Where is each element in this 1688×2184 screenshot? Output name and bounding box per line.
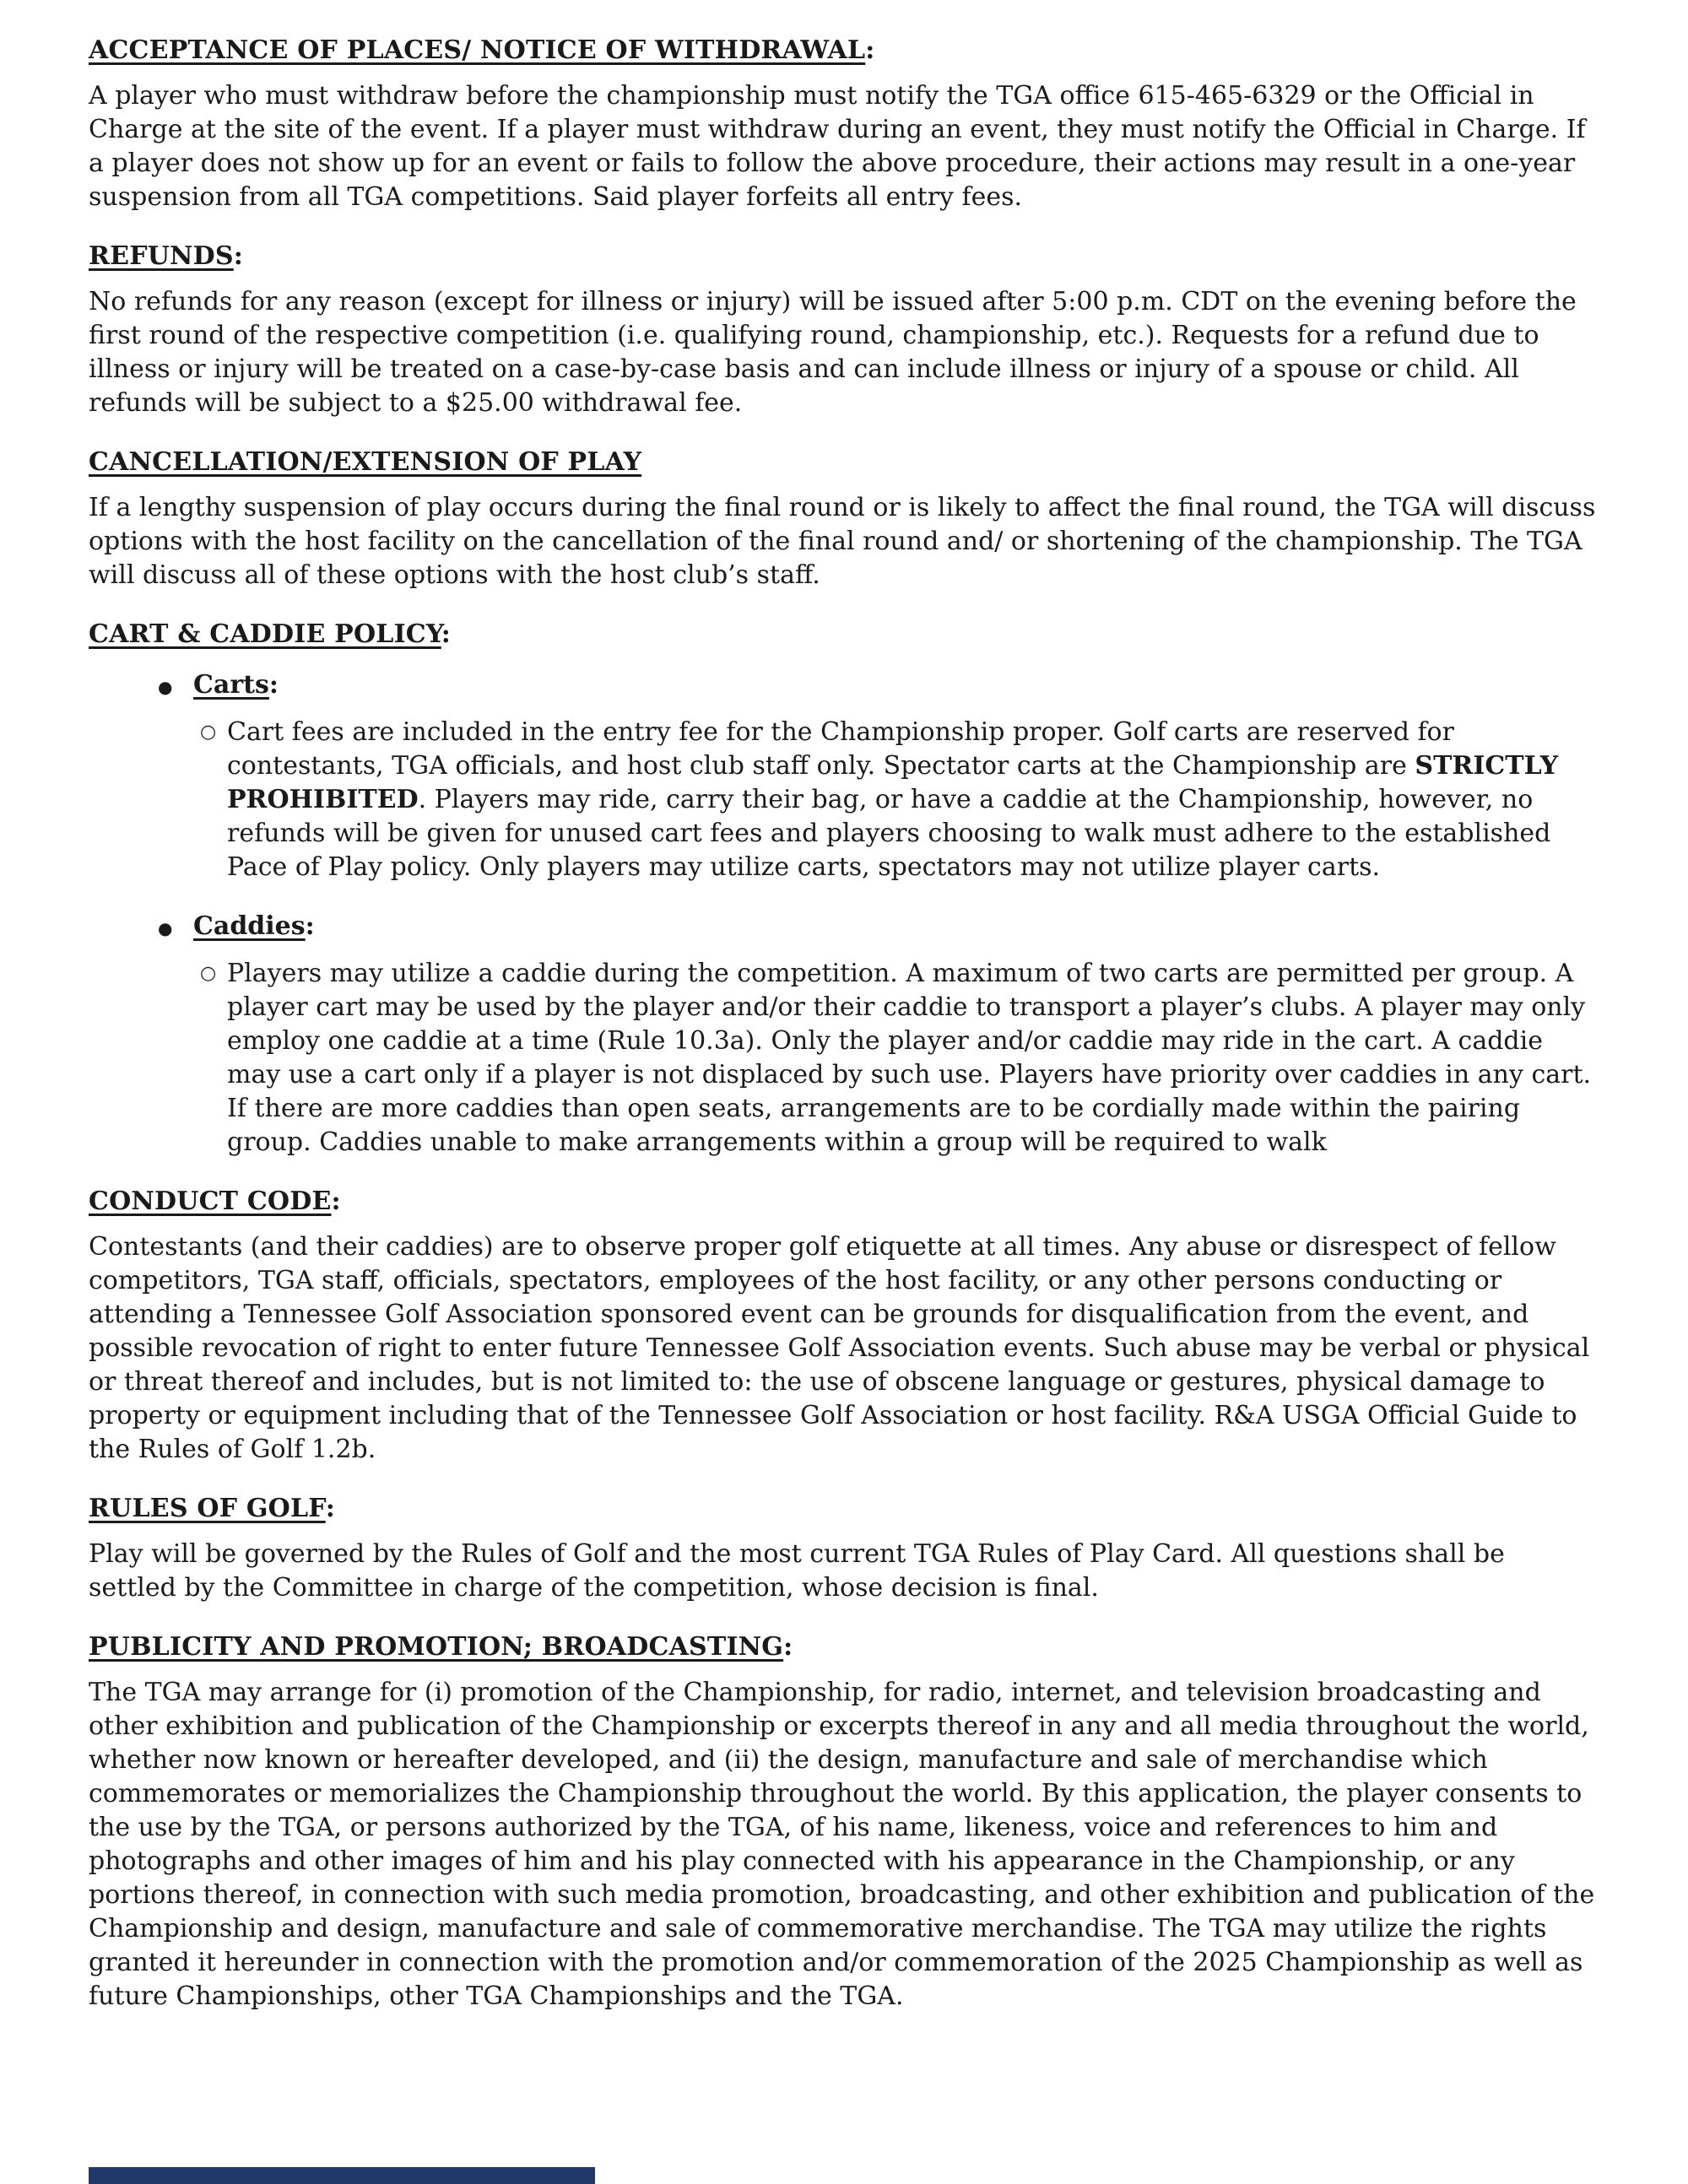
- carts-detail-item: [89, 716, 1599, 884]
- bullet-list: [89, 668, 1599, 1160]
- heading-text: CART & CADDIE POLICY: [89, 619, 441, 649]
- paragraph: Play will be governed by the Rules of Golf and the most current TGA Rules of Play Card. All questions shall be settled by the Committee in charge of the competition, whose decision is final.: [89, 1539, 1505, 1603]
- carts-detail-text: [227, 716, 1599, 884]
- caddies-subheading: [89, 910, 1599, 945]
- heading-colon: :: [331, 1187, 341, 1216]
- open-circle-bullet-icon: ○: [200, 963, 217, 984]
- emphasized-text: STRICTLY PROHIBITED: [227, 751, 1559, 814]
- heading-colon: :: [865, 35, 875, 65]
- caddies-detail-text: Players may utilize a caddie during the competition. A maximum of two carts are permitted per group. A player cart may be used by the player and/or their caddie to transport a player’s clubs. A player may only employ one caddie at a time (Rule 10.3a). Only the player and/or caddie may ride in the cart. A caddie may use a cart only if a player is not displaced by such use. Players have priority over caddies in any cart. If there are more caddies than open seats, arrangements are to be cordially made within the pairing group. Caddies unable to make arrangements within a group will be required to walk: [227, 959, 1592, 1157]
- subheading-text-wrap: [193, 910, 315, 943]
- heading-text: CANCELLATION/EXTENSION OF PLAY: [89, 447, 642, 477]
- partial-navy-bar: [89, 2167, 595, 2184]
- subheading-text-wrap: [193, 668, 279, 702]
- section-heading: [89, 1492, 1599, 1526]
- heading-text: ACCEPTANCE OF PLACES/ NOTICE OF WITHDRAWAL: [89, 35, 866, 65]
- heading-colon: :: [325, 1494, 335, 1523]
- section-rules-of-golf: [89, 1492, 1599, 1605]
- section-cancellation-extension: [89, 446, 1599, 592]
- list-item-caddies: [89, 910, 1599, 1160]
- paragraph: A player who must withdraw before the championship must notify the TGA office 615-465-6329 or the Official in Charge at the site of the event. If a player must withdraw during an event, they must notify the Official in Charge. If a player does not show up for an event or fails to follow the above procedure, their actions may result in a one-year suspension from all TGA competitions. Said player forfeits all entry fees.: [89, 81, 1586, 212]
- text-segment: . Players may ride, carry their bag, or have a caddie at the Championship, however, no refunds will be given for unused cart fees and players choosing to walk must adhere to the established Pace of Play policy. Only players may utilize carts, spectators may not utilize player carts.: [227, 785, 1551, 882]
- section-heading: [89, 618, 1599, 651]
- open-circle-bullet-icon: ○: [200, 722, 217, 743]
- text-segment: Cart fees are included in the entry fee for the Championship proper. Golf carts are reserved for contestants, TGA officials, and host club staff only. Spectator carts at the Championship are: [227, 717, 1454, 781]
- heading-text: RULES OF GOLF: [89, 1494, 326, 1523]
- section-heading: [89, 446, 1599, 479]
- filled-bullet-icon: ●: [158, 677, 173, 697]
- section-acceptance-of-places: [89, 34, 1599, 214]
- heading-text: REFUNDS: [89, 241, 234, 271]
- section-heading: [89, 34, 1599, 68]
- section-heading: [89, 1630, 1599, 1664]
- heading-text: CONDUCT CODE: [89, 1187, 332, 1216]
- section-heading: [89, 1185, 1599, 1219]
- list-item-carts: [89, 668, 1599, 884]
- heading-colon: :: [441, 619, 452, 649]
- heading-colon: :: [233, 241, 244, 271]
- subheading-text: Caddies: [193, 911, 306, 941]
- section-publicity-broadcasting: [89, 1630, 1599, 2014]
- subheading-colon: :: [268, 670, 279, 700]
- heading-text: PUBLICITY AND PROMOTION; BROADCASTING: [89, 1632, 784, 1662]
- section-conduct-code: [89, 1185, 1599, 1467]
- filled-bullet-icon: ●: [158, 918, 173, 938]
- paragraph: The TGA may arrange for (i) promotion of the Championship, for radio, internet, and television broadcasting and other exhibition and publication of the Championship or excerpts thereof in any and all media throughout the world, whether now known or hereafter developed, and (ii) the design, manufacture and sale of merchandise which commemorates or memorializes the Championship throughout the world. By this application, the player consents to the use by the TGA, or persons authorized by the TGA, of his name, likeness, voice and references to him and photographs and other images of him and his play connected with his appearance in the Championship, or any portions thereof, in connection with such media promotion, broadcasting, and other exhibition and publication of the Championship and design, manufacture and sale of commemorative merchandise. The TGA may utilize the rights granted it hereunder in connection with the promotion and/or commemoration of the 2025 Championship as well as future Championships, other TGA Championships and the TGA.: [89, 1678, 1595, 2011]
- heading-colon: :: [783, 1632, 793, 1662]
- carts-subheading: [89, 668, 1599, 704]
- paragraph: If a lengthy suspension of play occurs during the final round or is likely to affect the final round, the TGA will discuss options with the host facility on the cancellation of the final round and/ or shortening of the championship. The TGA will discuss all of these options with the host club’s staff.: [89, 493, 1596, 590]
- section-cart-caddie-policy: [89, 618, 1599, 1160]
- paragraph: No refunds for any reason (except for illness or injury) will be issued after 5:00 p.m. CDT on the evening before the first round of the respective competition (i.e. qualifying round, championship, etc.). Requests for a refund due to illness or injury will be treated on a case-by-case basis and can include illness or injury of a spouse or child. All refunds will be subject to a $25.00 withdrawal fee.: [89, 287, 1577, 418]
- caddies-detail-item: [89, 957, 1599, 1160]
- paragraph: Contestants (and their caddies) are to observe proper golf etiquette at all times. Any abuse or disrespect of fellow competitors, TGA staff, officials, spectators, employees of the host facility, or any other persons conducting or attending a Tennessee Golf Association sponsored event can be grounds for disqualification from the event, and possible revocation of right to enter future Tennessee Golf Association events. Such abuse may be verbal or physical or threat thereof and includes, but is not limited to: the use of obscene language or gestures, physical damage to property or equipment including that of the Tennessee Golf Association or host facility. R&A USGA Official Guide to the Rules of Golf 1.2b.: [89, 1232, 1590, 1464]
- subheading-text: Carts: [193, 670, 269, 700]
- section-refunds: [89, 240, 1599, 420]
- subheading-colon: :: [305, 911, 315, 941]
- section-heading: [89, 240, 1599, 273]
